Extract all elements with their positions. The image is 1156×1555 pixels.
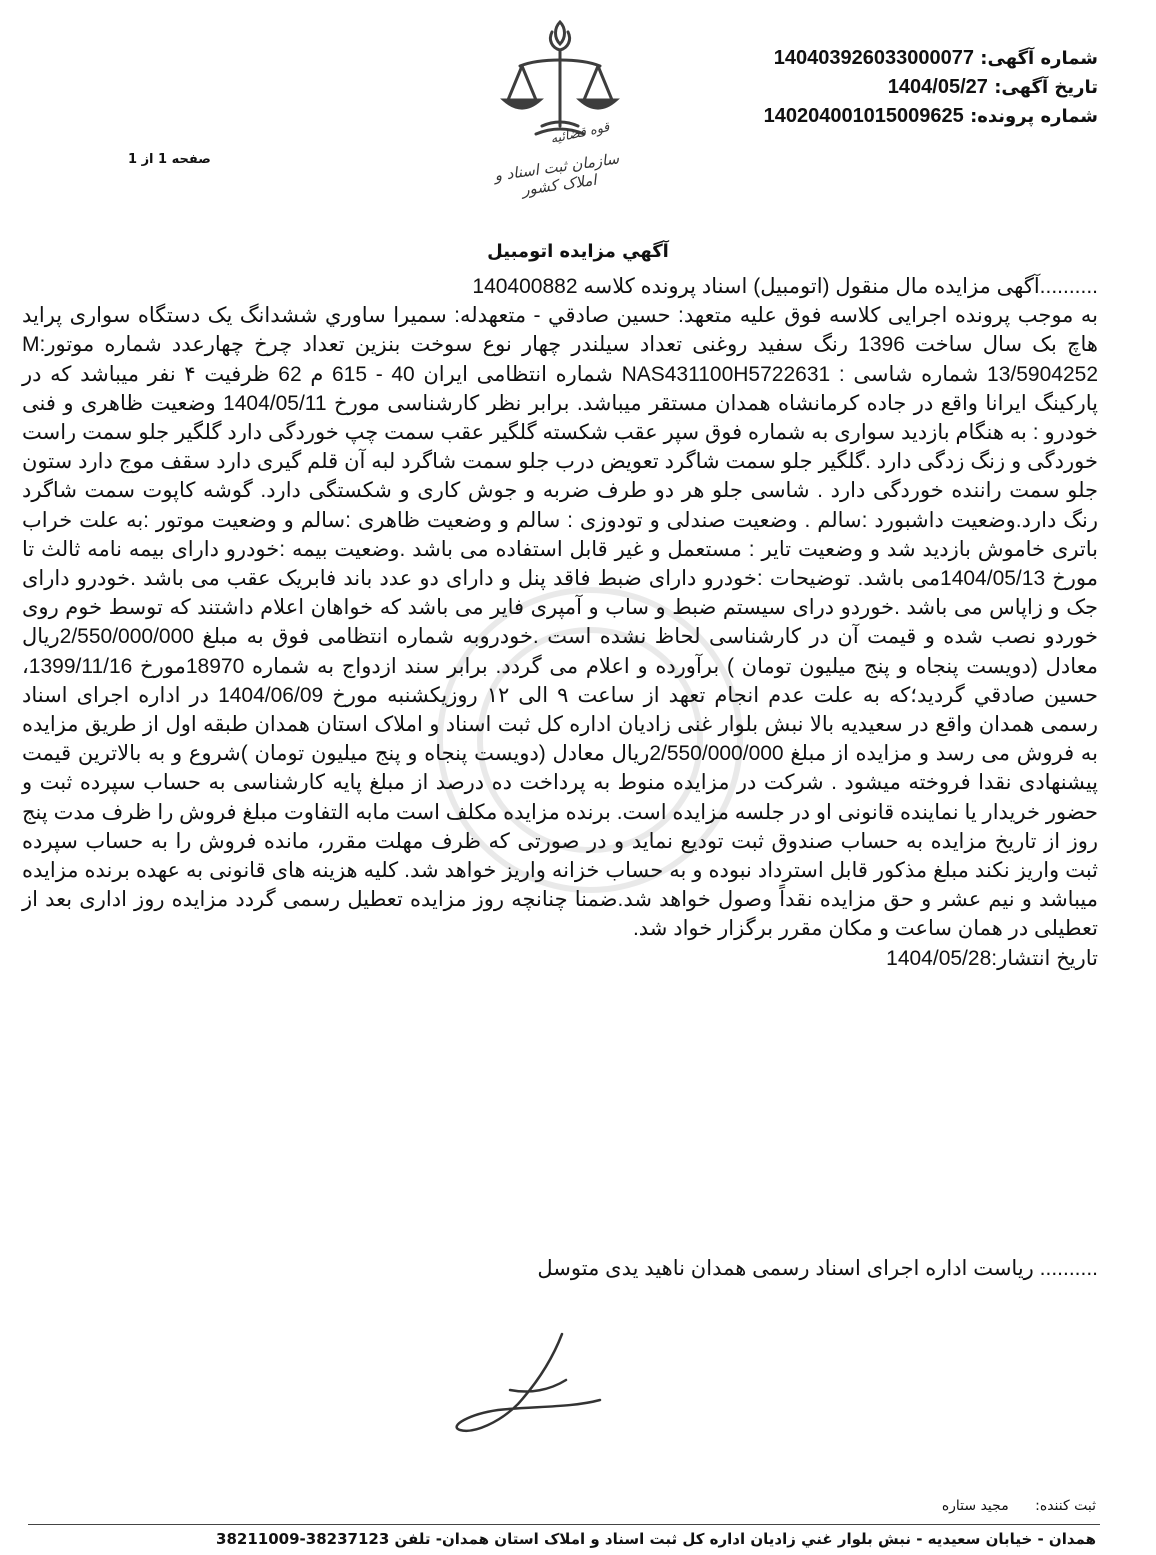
notice-number-label: شماره آگهی: (980, 48, 1098, 69)
file-number: 140204001015009625 (763, 105, 964, 127)
emblem-caption: قوه قضائیه (549, 119, 611, 148)
registrar (942, 1498, 1096, 1514)
signature-icon (440, 1330, 610, 1440)
registrar-label: ثبت کننده: (1035, 1498, 1096, 1514)
file-number-label: شماره پرونده: (970, 106, 1098, 127)
signatory-line: .......... ریاست اداره اجرای اسناد رسمی همدان ناهید یدی متوسل (537, 1257, 1098, 1280)
notice-number-row (688, 44, 1098, 73)
registrar-name: مجید ستاره (941, 1498, 1009, 1514)
document-title: آگهي مزايده اتومبيل (487, 241, 669, 262)
footer-address: همدان - خیابان سعیدیه - نبش بلوار غني زاديان اداره کل ثبت اسناد و املاک استان همدان- تلفن 38237123-38211009 (216, 1530, 1096, 1548)
notice-date-row (688, 73, 1098, 102)
notice-body (22, 272, 1098, 973)
notice-date: 1404/05/27 (887, 76, 988, 98)
page-indicator: صفحه 1 از 1 (128, 152, 211, 167)
publish-date: تاریخ انتشار:1404/05/28 (886, 946, 1098, 970)
organization-name: سازمان ثبت اسناد و املاک کشور (493, 149, 621, 200)
body-paragraph: به موجب پرونده اجرایی کلاسه فوق علیه متعهد: حسین صادقي - متعهدله: سميرا ساوري ششدانگ یک دستگاه سواری پراید هاچ بک سال ساخت 1396 رنگ سفید روغنی تعداد سیلندر چهار نوع سوخت بنزین تعداد چرخ چهارعدد شماره موتور:M 13/5904252 شماره شاسی : NAS431100H5722631 شماره انتظامی ایران 40 - 615 م 62 ظرفیت ۴ نفر میباشد که در پارکینگ ایرانا واقع در جاده کرمانشاه همدان مستقر میباشد. برابر نظر کارشناسی مورخ 1404/05/11 وضعیت ظاهری و فنی خودرو : به هنگام بازدید سواری به شماره فوق سپر عقب شکسته گلگیر عقب سمت چپ خوردگی دارد گلگیر جلو سمت راست خوردگی و زنگ زدگی دارد .گلگیر جلو سمت شاگرد تعویض درب جلو سمت شاگرد لبه آن قلم گیری دارد سقف موج دارد ستون جلو سمت راننده خوردگی دارد . شاسی جلو هر دو طرف ضربه و جوش کاری و شکستگی دارد. گوشه کاپوت سمت شاگرد رنگ دارد.وضعیت داشبورد :سالم . وضعیت صندلی و تودوزی : سالم و وضعیت ظاهری :سالم و وضعیت موتور :به علت خراب باتری خاموش بازدید شد و وضعیت تایر : مستعمل و غیر قابل استفاده می باشد .وضعیت بیمه :خودرو دارای بیمه نامه ثالث تا مورخ 1404/05/13می باشد. توضیحات :خودرو دارای ضبط فاقد پنل و دارای دو عدد باند فابریک عقب می باشد .خودرو دارای جک و زاپاس می باشد .خوردو درای سیستم ضبط و ساب و آمپری فایر می باشد که خواهان اعلام داشتند که توسط خوم روی خوردو نصب شده و قیمت آن در کارشناسی لحاظ نشده است .خودروبه شماره انتظامی فوق به مبلغ 2/550/000/000ریال معادل (دویست پنجاه و پنج میلیون تومان ) برآورده و اعلام می گردد. برابر سند ازدواج به شماره 18970مورخ 1399/11/16، حسین صادقي گردید؛که به علت عدم انجام تعهد از ساعت ۹ الی ۱۲ روزیکشنبه مورخ 1404/06/09 در اداره اجرای اسناد رسمی همدان واقع در سعیدیه بالا نبش بلوار غنی زادیان اداره کل ثبت اسناد و املاک استان همدان طبقه اول از طریق مزایده به فروش می رسد و مزایده از مبلغ 2/550/000/000ریال معادل (دویست پنجاه و پنج میلیون تومان )شروع و به بالاترین قیمت پیشنهادی نقدا فروخته میشود . شرکت در مزایده منوط به پرداخت ده درصد از مبلغ پایه کارشناسی به حساب سپرده ثبت و حضور خریدار یا نماینده قانونی او در جلسه مزایده است. برنده مزایده مکلف است مابه التفاوت مبلغ فروش را ظرف مدت پنج روز از تاریخ مزایده به حساب صندوق ثبت تودیع نماید و در صورتی که ظرف مهلت مقرر، مانده فروش را به حساب سپرده ثبت واریز نکند مبلغ مذکور قابل استرداد نبوده و به حساب خزانه واریز خواهد شد. کلیه هزینه های قانونی به عهده برنده مزایده میباشد و نیم عشر و حق مزایده نقداً وصول خواهد شد.ضمنا چنانچه روز مزایده تعطیل رسمی گردد مزایده روز اداری بعد از تعطیلی در همان ساعت و مکان مقرر برگزار خواد شد. (22, 304, 1099, 941)
footer-divider (28, 1524, 1100, 1525)
header-info (688, 44, 1098, 131)
notice-date-label: تاریخ آگهی: (994, 77, 1098, 98)
file-number-row (688, 102, 1098, 131)
body-intro: ..........آگهی مزایده مال منقول (اتومبیل) اسناد پرونده کلاسه 140400882 (472, 275, 1098, 298)
notice-number: 140403926033000077 (773, 47, 974, 69)
